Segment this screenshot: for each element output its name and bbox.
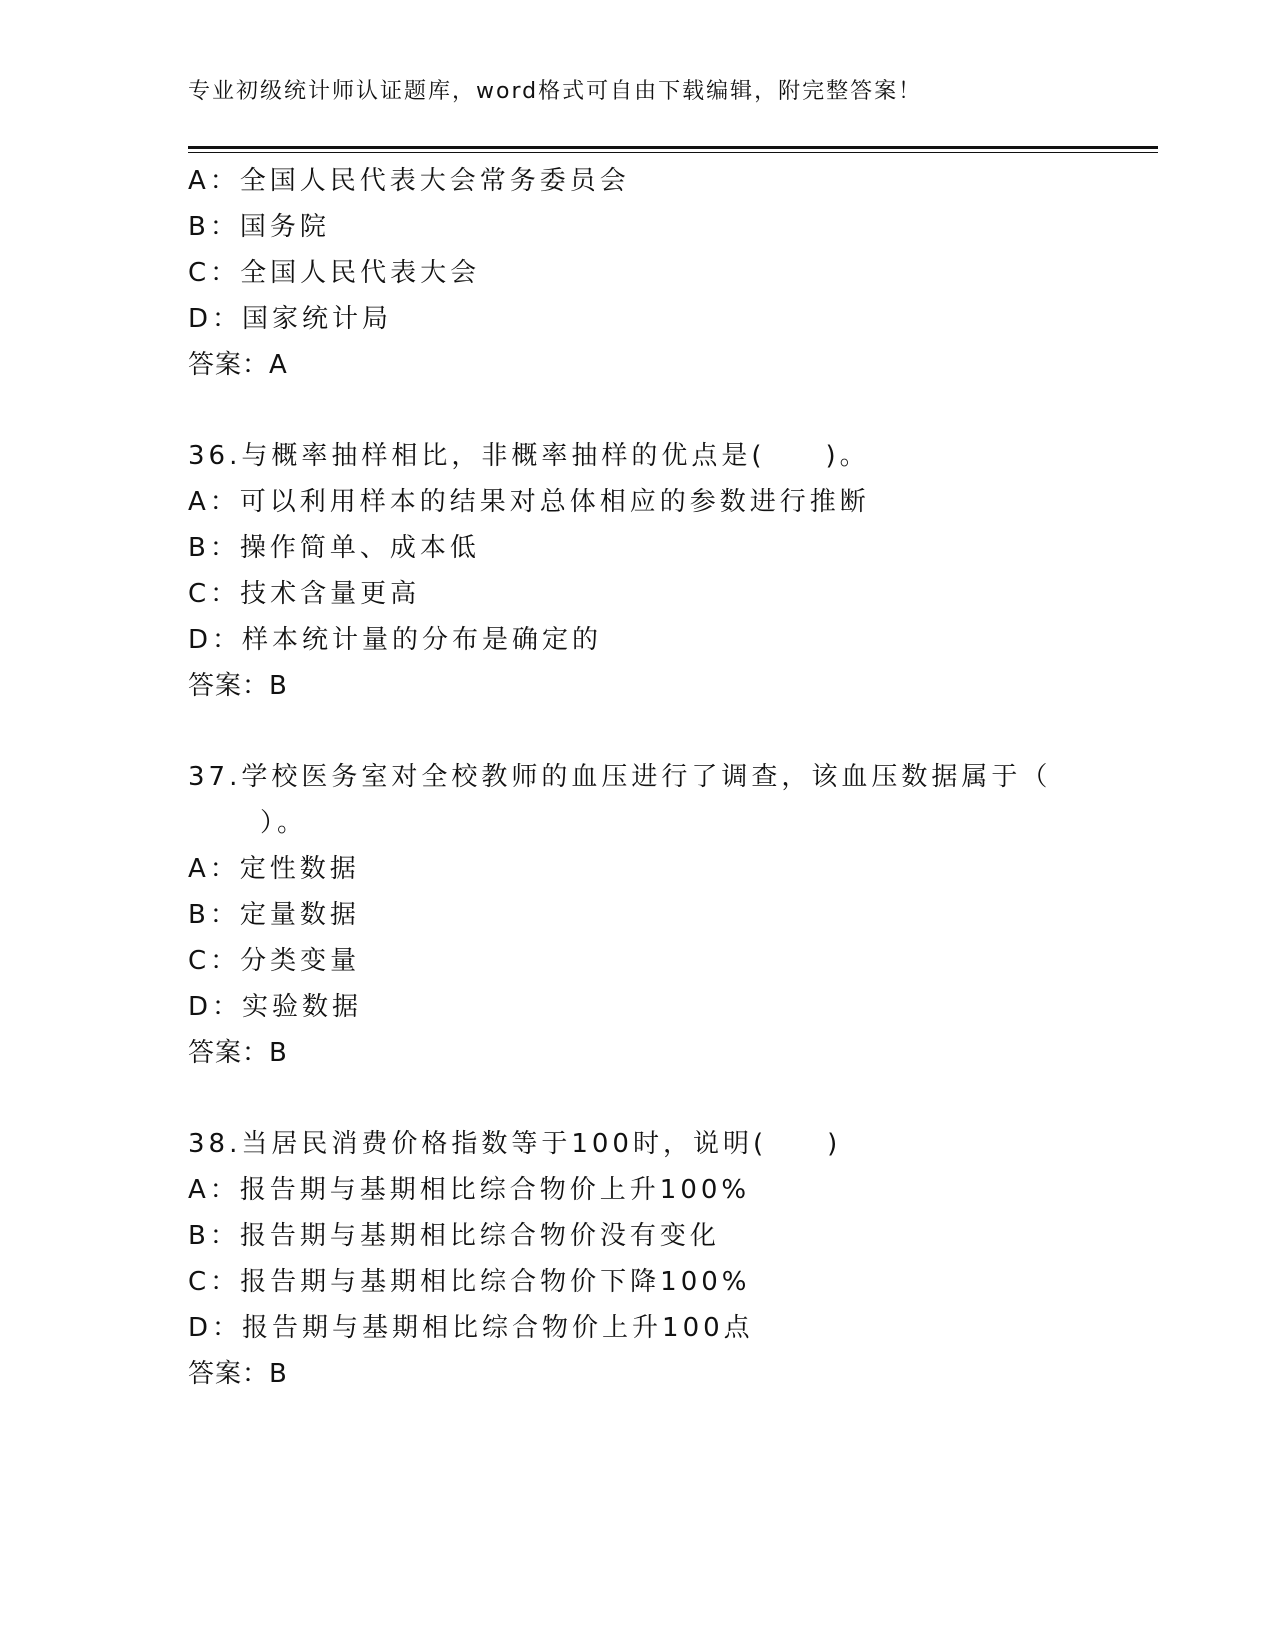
header-rule-thick <box>188 146 1158 149</box>
option-b: B：国务院 <box>188 212 330 242</box>
question-stem-continuation: ）。 <box>260 808 308 838</box>
option-a: A：报告期与基期相比综合物价上升100% <box>188 1175 751 1205</box>
question-stem: 38.当居民消费价格指数等于100时，说明( ) <box>188 1129 842 1159</box>
answer-line: 答案：A <box>188 350 288 380</box>
option-d: D：国家统计局 <box>188 304 393 334</box>
option-c: C：技术含量更高 <box>188 579 421 609</box>
question-stem: 37.学校医务室对全校教师的血压进行了调查，该血压数据属于（ <box>188 762 1052 792</box>
option-d: D：报告期与基期相比综合物价上升100点 <box>188 1313 754 1343</box>
question-block <box>188 433 1088 709</box>
option-a: A：可以利用样本的结果对总体相应的参数进行推断 <box>188 487 870 517</box>
option-c: C：全国人民代表大会 <box>188 258 481 288</box>
option-c: C：报告期与基期相比综合物价下降100% <box>188 1267 751 1297</box>
question-stem: 36.与概率抽样相比，非概率抽样的优点是( )。 <box>188 441 870 471</box>
question-block <box>188 1121 1088 1397</box>
question-block <box>188 158 1088 388</box>
answer-line: 答案：B <box>188 1038 288 1068</box>
option-a: A：定性数据 <box>188 854 360 884</box>
question-list <box>188 158 1088 1397</box>
option-d: D：实验数据 <box>188 992 363 1022</box>
option-d: D：样本统计量的分布是确定的 <box>188 625 603 655</box>
page-header: 专业初级统计师认证题库，word格式可自由下载编辑，附完整答案！ <box>188 79 923 104</box>
answer-line: 答案：B <box>188 1359 288 1389</box>
option-b: B：操作简单、成本低 <box>188 533 480 563</box>
option-c: C：分类变量 <box>188 946 361 976</box>
option-b: B：报告期与基期相比综合物价没有变化 <box>188 1221 720 1251</box>
option-b: B：定量数据 <box>188 900 360 930</box>
header-rule-thin <box>188 152 1158 153</box>
answer-line: 答案：B <box>188 671 288 701</box>
option-a: A：全国人民代表大会常务委员会 <box>188 166 630 196</box>
question-block <box>188 754 1088 1076</box>
